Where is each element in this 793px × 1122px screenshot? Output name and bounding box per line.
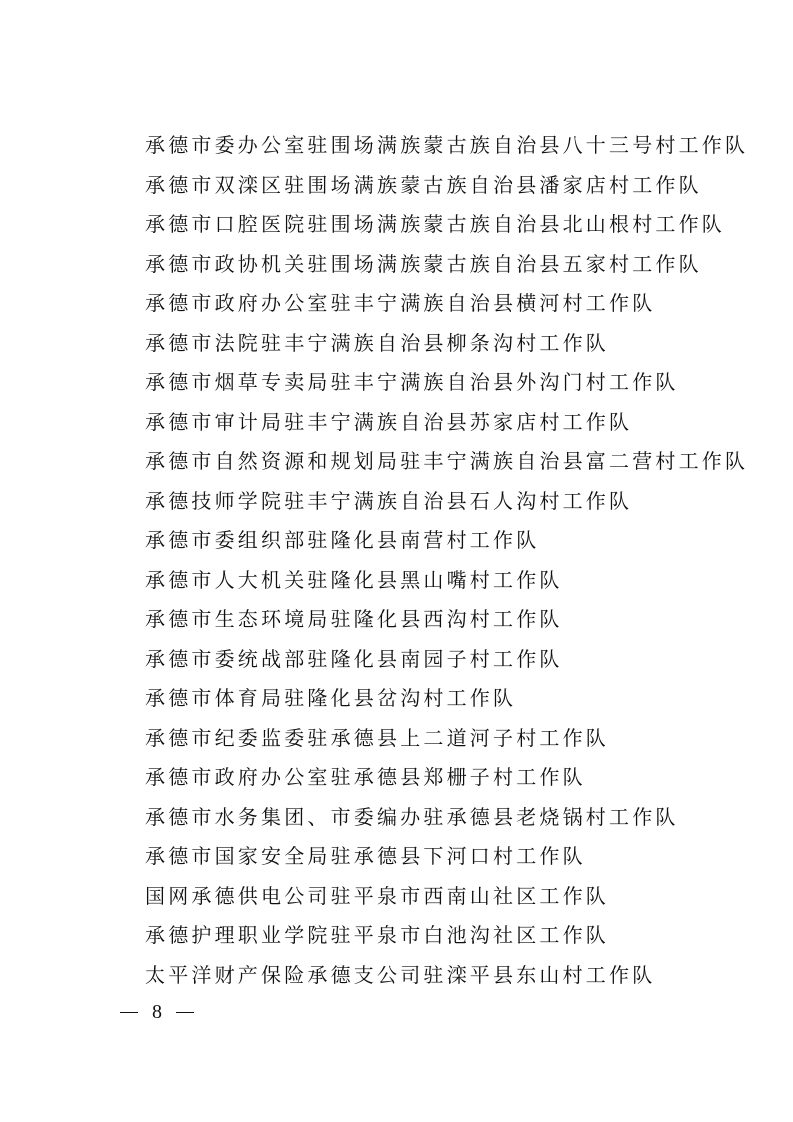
list-item: 承德市政府办公室驻承德县郑栅子村工作队 [145,765,586,789]
list-item: 承德技师学院驻丰宁满族自治县石人沟村工作队 [145,488,633,513]
list-item: 承德市水务集团、市委编办驻承德县老烧锅村工作队 [145,804,679,829]
list-item: 承德市生态环境局驻隆化县西沟村工作队 [145,607,563,631]
list-item: 承德市自然资源和规划局驻丰宁满族自治县富二营村工作队 [145,449,749,473]
list-item: 承德市委组织部驻隆化县南营村工作队 [145,528,540,552]
list-item: 太平洋财产保险承德支公司驻滦平县东山村工作队 [145,962,656,987]
work-team-list [145,126,765,995]
list-item: 承德市委办公室驻围场满族蒙古族自治县八十三号村工作队 [145,133,749,157]
page-number: 8 [152,1000,162,1023]
list-item: 承德市政府办公室驻丰宁满族自治县横河村工作队 [145,291,656,315]
list-item: 承德市法院驻丰宁满族自治县柳条沟村工作队 [145,330,609,355]
list-item: 承德市双滦区驻围场满族蒙古族自治县潘家店村工作队 [145,172,702,197]
list-item: 承德市烟草专卖局驻丰宁满族自治县外沟门村工作队 [145,370,679,394]
list-item: 承德市体育局驻隆化县岔沟村工作队 [145,686,517,710]
list-item: 承德市政协机关驻围场满族蒙古族自治县五家村工作队 [145,251,702,276]
list-item: 承德市纪委监委驻承德县上二道河子村工作队 [145,725,609,750]
list-item: 国网承德供电公司驻平泉市西南山社区工作队 [145,883,609,908]
list-item: 承德市审计局驻丰宁满族自治县苏家店村工作队 [145,409,633,434]
list-item: 承德市人大机关驻隆化县黑山嘴村工作队 [145,567,563,592]
footer-dash-left [120,1012,138,1013]
footer-dash-right [176,1012,194,1013]
list-item: 承德市委统战部驻隆化县南园子村工作队 [145,646,563,671]
list-item: 承德护理职业学院驻平泉市白池沟社区工作队 [145,923,609,947]
list-item: 承德市国家安全局驻承德县下河口村工作队 [145,844,586,868]
page-footer [120,998,194,1026]
list-item: 承德市口腔医院驻围场满族蒙古族自治县北山根村工作队 [145,212,725,236]
